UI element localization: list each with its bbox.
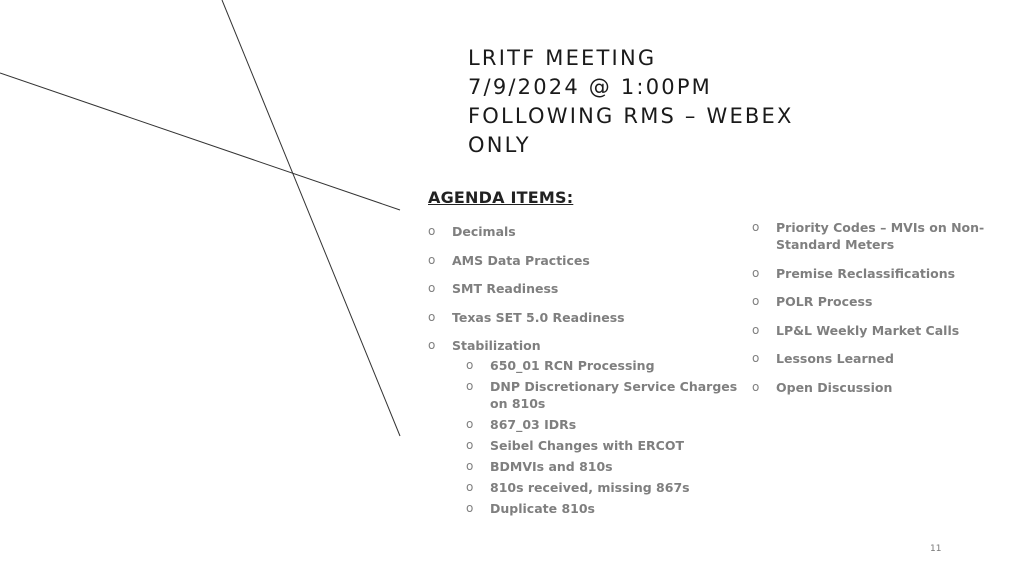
bullet-icon: o	[466, 417, 474, 431]
agenda-item	[752, 293, 1002, 310]
diagonal-line-shallow	[0, 73, 400, 210]
agenda-item-label: DNP Discretionary Service Charges on 810s	[490, 379, 738, 411]
bullet-icon: o	[428, 252, 436, 267]
bullet-icon: o	[466, 438, 474, 452]
agenda-right-column	[752, 219, 1002, 407]
agenda-subitem	[466, 500, 748, 517]
slide-title	[468, 44, 888, 160]
agenda-item-label: Premise Reclassifications	[776, 265, 956, 281]
bullet-icon: o	[428, 281, 436, 295]
bullet-icon: o	[428, 309, 436, 324]
agenda-subitem	[466, 437, 748, 454]
bullet-icon: o	[752, 322, 760, 337]
agenda-item	[428, 280, 748, 297]
agenda-item-label: 810s received, missing 867s	[490, 480, 690, 495]
title-line: 7/9/2024 @ 1:00PM	[468, 75, 713, 99]
agenda-item-label: BDMVIs and 810s	[490, 459, 613, 474]
agenda-item-label: Texas SET 5.0 Readiness	[452, 309, 625, 325]
agenda-item-label: Open Discussion	[776, 379, 893, 395]
agenda-item	[428, 309, 748, 326]
bullet-icon: o	[752, 351, 760, 365]
agenda-item-label: LP&L Weekly Market Calls	[776, 322, 960, 338]
agenda-item-label: AMS Data Practices	[452, 252, 590, 268]
agenda-item-label: Lessons Learned	[776, 351, 894, 366]
bullet-icon: o	[752, 220, 760, 234]
bullet-icon: o	[466, 480, 474, 494]
bullet-icon: o	[466, 358, 474, 372]
bullet-icon: o	[752, 265, 760, 280]
bullet-icon: o	[752, 379, 760, 394]
agenda-item	[428, 223, 748, 240]
agenda-left-list	[428, 223, 748, 517]
agenda-subitem	[466, 357, 748, 374]
agenda-item-label: Seibel Changes with ERCOT	[490, 438, 685, 453]
agenda-item-label: Priority Codes – MVIs on Non-Standard Meters	[776, 220, 985, 252]
bullet-icon: o	[428, 338, 436, 352]
title-line: LRITF MEETING	[468, 46, 657, 70]
agenda-right-list	[752, 219, 1002, 396]
agenda-item-label: Decimals	[452, 224, 516, 239]
agenda-item	[752, 350, 1002, 367]
agenda-item-label: Stabilization	[452, 338, 541, 353]
agenda-subitem	[466, 416, 748, 433]
title-line: FOLLOWING RMS – WEBEX	[468, 104, 794, 128]
agenda-item	[752, 219, 1002, 253]
agenda-item	[428, 252, 748, 269]
agenda-item-label: Duplicate 810s	[490, 501, 595, 516]
agenda-sublist	[466, 357, 748, 517]
agenda-item	[428, 337, 748, 517]
agenda-left-column	[428, 223, 748, 529]
diagonal-line-steep	[222, 0, 400, 436]
agenda-item-label: 650_01 RCN Processing	[490, 358, 655, 373]
agenda-heading: AGENDA ITEMS:	[428, 188, 574, 207]
bullet-icon: o	[466, 501, 474, 515]
page-number: 11	[930, 544, 942, 554]
bullet-icon: o	[466, 379, 474, 393]
agenda-subitem	[466, 458, 748, 475]
agenda-item-label: 867_03 IDRs	[490, 417, 577, 432]
bullet-icon: o	[428, 224, 436, 238]
agenda-subitem	[466, 378, 748, 412]
agenda-item	[752, 379, 1002, 396]
agenda-item	[752, 265, 1002, 282]
bullet-icon: o	[466, 459, 474, 473]
agenda-item	[752, 322, 1002, 339]
agenda-subitem	[466, 479, 748, 496]
agenda-item-label: SMT Readiness	[452, 281, 559, 296]
agenda-item-label: POLR Process	[776, 294, 873, 309]
title-line: ONLY	[468, 133, 531, 157]
bullet-icon: o	[752, 294, 760, 308]
